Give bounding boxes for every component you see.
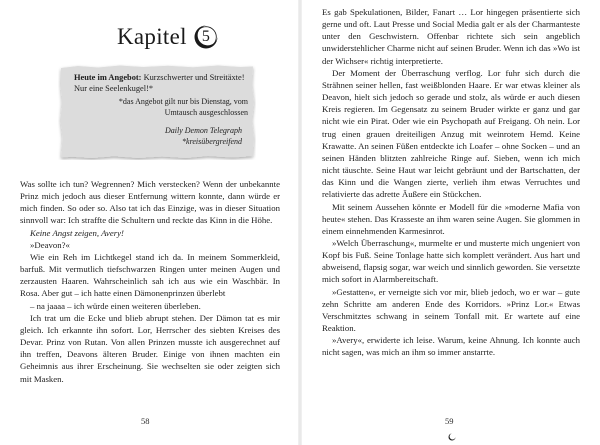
chapter-heading	[117, 24, 219, 50]
chapter-title: Kapitel	[117, 24, 187, 49]
clipping-source-note: *kreisübergreifend	[182, 136, 242, 146]
clipping-headline: Kurzschwerter und Streitäxte! Nur eine Seelenkugel!	[74, 73, 245, 93]
paragraph: »Gestatten«, er verneigte sich vor mir, blieb jedoch, wo er war – gute zehn Schritte am anderen Ende des Korridors. »Prinz Lor.« Etwas Verschmitztes schwang in seinem Tonfall mit. Er wartete auf eine Reaktion.	[322, 286, 580, 334]
chapter-number: 5	[201, 28, 210, 45]
page-number: 59	[445, 416, 454, 426]
paragraph: Mit seinem Aussehen könnte er Modell für die »moderne Mafia von heute« stehen. Das Krasseste an ihm waren seine Augen. Sie glommen in einem einnehmenden Karmesinrot.	[322, 201, 580, 236]
left-page	[0, 0, 298, 445]
newspaper-clipping	[58, 64, 256, 160]
clipping-footnote: *das Angebot gilt nur bis Dienstag, vom Umtausch ausgeschlossen	[118, 97, 248, 117]
paragraph: »Deavon?«	[30, 239, 70, 250]
clipping-asterisk: *	[148, 84, 154, 93]
page-number: 58	[141, 416, 150, 426]
right-page-body	[322, 6, 580, 359]
chapter-number-badge	[193, 24, 219, 50]
clipping-headline-bold: Heute im Angebot:	[74, 73, 142, 82]
paragraph: Es gab Spekulationen, Bilder, Fanart … Lor hingegen präsentierte sich gerne und oft. Laut Presse und Social Media galt er als der Charmanteste unter den Geschwistern. Offenbar richtete sich sein angeblich unwiderstehlicher Charme nicht auf seinen Bruder. Wenn ich das »Wo ist der Wichser« richtig interpretierte.	[322, 7, 580, 66]
right-page	[302, 0, 600, 445]
crescent-moon-icon	[448, 433, 456, 441]
paragraph: »Welch Überraschung«, murmelte er und musterte mich ungeniert von Kopf bis Fuß. Seine Tonlage hatte sich komplett verändert. Aus hart und abweisend, flapsig sogar, war weich und sinnlich geworden. Sie versetzte mich sofort in Alarmbereitschaft.	[322, 237, 580, 285]
paragraph: – na jaaaa – ich würde einen weiteren überleben.	[30, 300, 201, 311]
clipping-source: Daily Demon Telegraph	[164, 126, 242, 135]
paragraph: Ich trat um die Ecke und blieb abrupt stehen. Der Dämon tat es mir gleich. Ich erkannte ihn sofort. Lor, Herrscher des siebten Kreises des Devar. Prinz von Rutan. Von allen Prinzen musste ich ausgerechnet auf ihn treffen, Deavons älteren Bruder. Einige von ihnen machten ein Geheimnis aus ihrer Erscheinung. Sie wechselten sie oder zeigten sich mit Masken.	[20, 312, 280, 384]
paragraph: Wie ein Reh im Lichtkegel stand ich da. In meinem Sommerkleid, barfuß. Mit vermutlich tiefschwarzen Ringen unter meinen Augen und zerzausten Haaren. Wahrscheinlich sah ich aus wie ein Waschbär. In Rosa. Aber gut – ich hatte einen Dämonenprinzen überlebt	[20, 251, 280, 299]
paragraph: Was sollte ich tun? Wegrennen? Mich verstecken? Wenn der unbekannte Prinz mich jedoch aus dieser Entfernung wittern konnte, dann würde er mich finden. So oder so. Also tat ich das Einzige, was in dieser Situation sinnvoll war: Ich straffte die Schultern und reckte das Kinn in die Höhe.	[20, 179, 280, 226]
left-page-body	[20, 178, 280, 385]
paragraph: Der Moment der Überraschung verflog. Lor fuhr sich durch die Strähnen seiner hellen, fast weißblonden Haare. Er war etwas kleiner als Deavon, hielt sich jedoch so gerade und stolz, als würde er auch diesen Kreis regieren. Im Gegensatz zu seinem Bruder wirkte er ganz und gar nicht wie ein Pirat. Oder wie ein Psychopath auf Freigang. Oh nein. Lor trug einen grauen dreiteiligen Anzug mit weinrotem Hemd. Keine Krawatte. An seinen Füßen entdeckte ich Loafer – ohne Socken – und an seinen Händen blitzten zahlreiche Ringe auf. Sieben, wenn ich mich nicht täuschte. Seine Haut war leicht gebräunt und der Bartschatten, der das Kinn und die Wangen zierte, verlieh ihm etwas Verruchtes und relativierte das adrette Äußere ein Stückchen.	[322, 67, 580, 200]
clipping-source-block	[165, 126, 242, 147]
paragraph: »Avery«, erwiderte ich leise. Warum, keine Ahnung. Ich konnte auch nicht sagen, was mich an ihm so immer anstarrte.	[322, 335, 580, 358]
paragraph: Keine Angst zeigen, Avery!	[30, 227, 124, 238]
